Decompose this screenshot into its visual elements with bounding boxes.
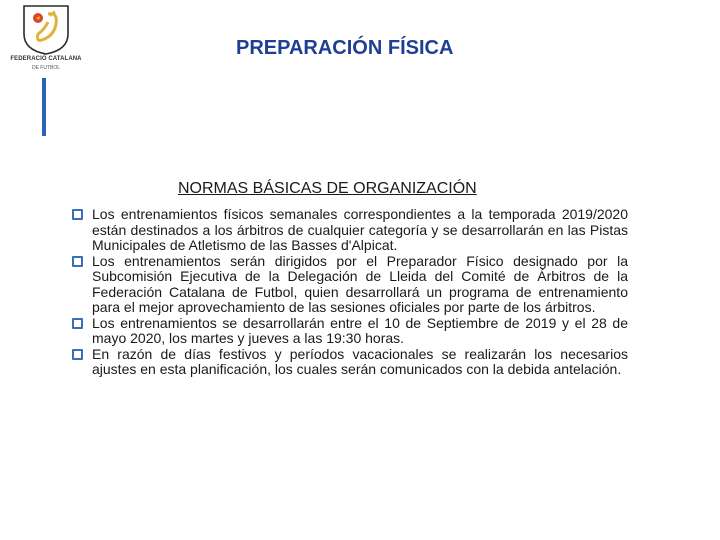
hollow-square-bullet-icon (72, 209, 83, 220)
section-heading: NORMAS BÁSICAS DE ORGANIZACIÓN (178, 180, 477, 197)
federation-logo (10, 4, 82, 74)
list-item (72, 254, 628, 316)
hollow-square-bullet-icon (72, 318, 83, 329)
bullet-text: Los entrenamientos físicos semanales correspondientes a la temporada 2019/2020 están destinados a los árbitros de cualquier categoría y se desarrollarán en las Pistas Municipales de Atletismo de las Basses d'Alpicat. (92, 206, 628, 253)
crest-icon (10, 4, 82, 56)
bullet-text: Los entrenamientos serán dirigidos por el Preparador Físico designado por la Subcomisión Ejecutiva de la Delegación de Lleida del Comité de Árbitros de la Federación Catalana de Futbol, quien desarrollará un programa de entrenamiento para el mejor aprovechamiento de las sesiones oficiales por parte de los árbitros. (92, 252, 628, 315)
accent-bar (42, 78, 46, 136)
hollow-square-bullet-icon (72, 349, 83, 360)
hollow-square-bullet-icon (72, 256, 83, 267)
bullet-text: Los entrenamientos se desarrollarán entre el 10 de Septiembre de 2019 y el 28 de mayo 2020, los martes y jueves a las 19:30 horas. (92, 314, 628, 346)
list-item (72, 207, 628, 254)
page-title: PREPARACIÓN FÍSICA (236, 37, 454, 59)
bullet-text: En razón de días festivos y períodos vacacionales se realizarán los necesarios ajustes en esta planificación, los cuales serán comunicados con la debida antelación. (92, 345, 628, 377)
bullet-list (72, 207, 628, 378)
list-item (72, 316, 628, 347)
logo-subcaption: DE FUTBOL (31, 65, 61, 71)
list-item (72, 347, 628, 378)
logo-caption: FEDERACIÓ CATALANA (10, 56, 82, 62)
